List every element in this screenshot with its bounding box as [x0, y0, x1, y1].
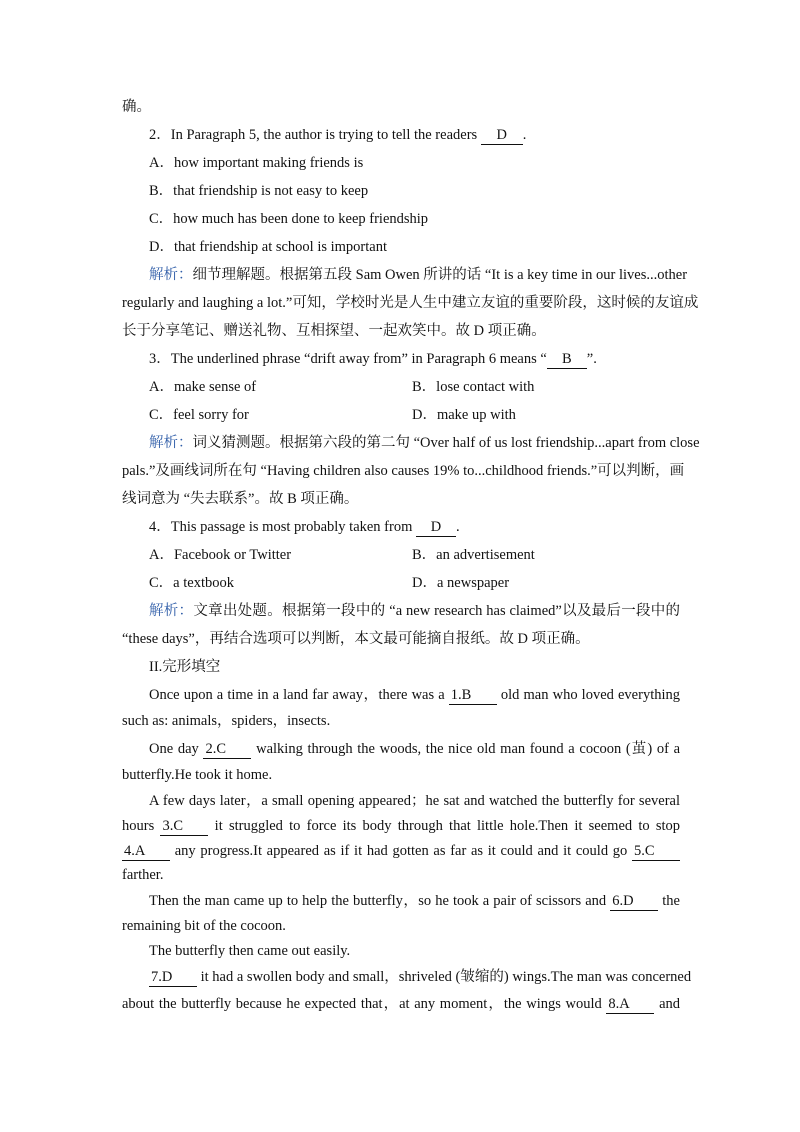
question-4-options-row-1: [149, 545, 680, 565]
cloze-line-6: hours 3.C it struggled to force its body through that little hole.Then it seemed to stop: [122, 818, 681, 834]
blank-2: 2.C: [203, 741, 251, 759]
question-3-option-d: D．make up with: [412, 407, 516, 423]
question-4-stem: 4．This passage is most probably taken from D .: [149, 519, 460, 535]
question-2-option-c: C．how much has been done to keep friendship: [149, 211, 429, 227]
cloze-line-7: 4.A any progress.It appeared as if it had gotten as far as it could and it could go 5.C: [122, 841, 680, 861]
cloze-line-5: A few days later，a small opening appeared；he sat and watched the butterfly for several: [149, 793, 680, 809]
question-4-option-a: A．Facebook or Twitter: [149, 547, 292, 563]
question-4-option-b: B．an advertisement: [412, 547, 535, 563]
question-3-option-b: B．lose contact with: [412, 379, 535, 395]
blank-1: 1.B: [449, 687, 497, 705]
question-4-option-c: C．a textbook: [149, 575, 234, 591]
cloze-line-2: such as: animals，spiders，insects.: [122, 713, 331, 729]
question-3-stem: 3．The underlined phrase “drift away from” in Paragraph 6 means “ B ”.: [149, 351, 597, 367]
blank-3: 3.C: [160, 818, 208, 836]
question-3-answer: B: [547, 351, 587, 369]
question-4-answer: D: [416, 519, 456, 537]
question-2-analysis-line-3: 长于分享笔记、赠送礼物、互相探望、一起欢笑中。故 D 项正确。: [122, 323, 546, 339]
blank-6: 6.D: [610, 893, 658, 911]
question-3-analysis-line-3: 线词意为 “失去联系”。故 B 项正确。: [122, 491, 359, 507]
analysis-label: 解析：: [149, 267, 193, 283]
question-4-option-d: D．a newspaper: [412, 575, 510, 591]
cloze-line-11: The butterfly then came out easily.: [149, 943, 351, 959]
question-2-stem: 2．In Paragraph 5, the author is trying to tell the readers D .: [149, 127, 527, 143]
question-4-analysis-line-2: “these days”，再结合选项可以判断，本文最可能摘自报纸。故 D 项正确。: [122, 631, 590, 647]
question-2-option-a: A．how important making friends is: [149, 155, 364, 171]
question-3-options-row-2: [149, 405, 680, 425]
question-2-option-b: B．that friendship is not easy to keep: [149, 183, 369, 199]
cloze-line-8: farther.: [122, 867, 164, 883]
question-2-answer: D: [481, 127, 523, 145]
question-3-option-c: C．feel sorry for: [149, 407, 249, 423]
section-2-title: II.完形填空: [149, 659, 221, 675]
question-4-analysis-line-1: 解析：文章出处题。根据第一段中的 “a new research has claimed”以及最后一段中的: [149, 603, 681, 619]
question-3-option-a: A．make sense of: [149, 379, 257, 395]
cloze-line-13: about the butterfly because he expected that，at any moment，the wings would 8.A and: [122, 996, 681, 1012]
blank-8: 8.A: [606, 996, 654, 1014]
cloze-line-10: remaining bit of the cocoon.: [122, 918, 286, 934]
question-2-analysis-line-1: 解析：细节理解题。根据第五段 Sam Owen 所讲的话 “It is a key time in our lives...other: [149, 267, 688, 283]
question-2-analysis-line-2: regularly and laughing a lot.”可知，学校时光是人生中建立友谊的重要阶段，这时候的友谊成: [122, 295, 699, 311]
blank-5: 5.C: [632, 843, 680, 861]
cloze-line-3: One day 2.C walking through the woods, the nice old man found a cocoon (茧) of a: [149, 741, 681, 757]
cloze-line-1: Once upon a time in a land far away，there was a 1.B old man who loved everything: [149, 687, 681, 703]
question-2-option-d: D．that friendship at school is important: [149, 239, 388, 255]
cloze-line-12: 7.D it had a swollen body and small，shriveled (皱缩的) wings.The man was concerned: [151, 969, 692, 985]
blank-7: 7.D: [149, 969, 197, 987]
analysis-label: 解析：: [149, 435, 193, 451]
q1-tail: 确。: [122, 99, 151, 115]
analysis-label: 解析：: [149, 603, 194, 619]
blank-4: 4.A: [122, 843, 170, 861]
question-3-analysis-line-1: 解析：词义猜测题。根据第六段的第二句 “Over half of us lost friendship...apart from close: [149, 435, 700, 451]
question-3-analysis-line-2: pals.”及画线词所在句 “Having children also causes 19% to...childhood friends.”可以判断，画: [122, 463, 685, 479]
cloze-line-4: butterfly.He took it home.: [122, 767, 273, 783]
question-3-options-row-1: [149, 377, 680, 397]
question-4-options-row-2: [149, 573, 680, 593]
cloze-line-9: Then the man came up to help the butterfly，so he took a pair of scissors and 6.D the: [149, 893, 680, 909]
